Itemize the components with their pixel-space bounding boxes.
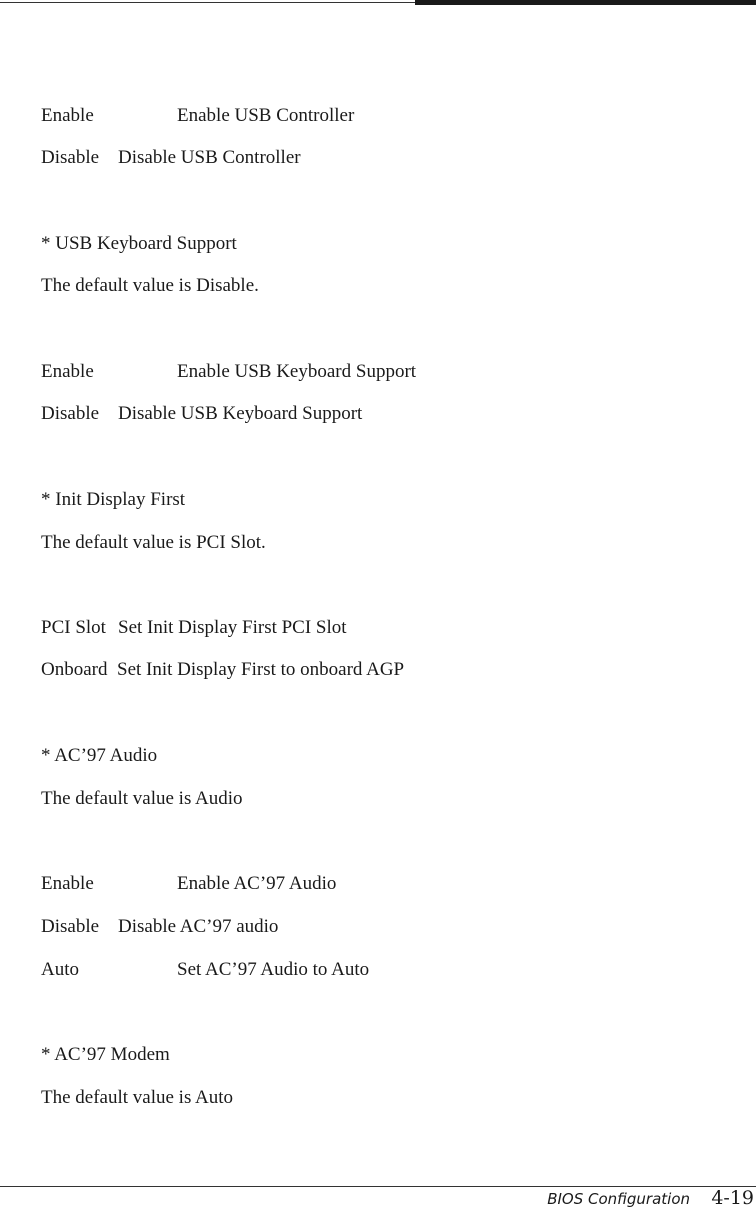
header-rule-thin	[0, 2, 415, 3]
section-title-ac97-modem: * AC’97 Modem	[41, 1044, 170, 1065]
option-description: Enable USB Controller	[177, 105, 355, 126]
option-name: Disable	[41, 147, 100, 168]
option-row-audio-auto	[41, 958, 370, 982]
option-name: Auto	[41, 959, 79, 980]
option-description: Set Init Display First PCI Slot	[118, 617, 347, 638]
option-name: Onboard	[41, 659, 108, 680]
option-row-display-pci	[41, 616, 347, 640]
option-row-audio-enable	[41, 872, 337, 896]
option-row-audio-disable	[41, 915, 279, 939]
option-row-usb-disable	[41, 146, 301, 170]
option-row-keyboard-enable	[41, 360, 417, 384]
option-description: Enable USB Keyboard Support	[177, 361, 417, 382]
option-row-display-onboard	[41, 658, 405, 682]
page-number: 4-19	[711, 1187, 754, 1209]
option-row-keyboard-disable	[41, 402, 363, 426]
option-description: Disable USB Keyboard Support	[118, 403, 363, 424]
option-description: Disable AC’97 audio	[118, 916, 279, 937]
option-description: Set AC’97 Audio to Auto	[177, 959, 370, 980]
option-description: Disable USB Controller	[118, 147, 301, 168]
footer-rule	[0, 1186, 756, 1187]
section-title-init-display: * Init Display First	[41, 489, 186, 510]
option-row-usb-enable	[41, 104, 355, 128]
default-value-text: The default value is Auto	[41, 1087, 234, 1108]
option-name: Disable	[41, 916, 100, 937]
default-value-text: The default value is Audio	[41, 788, 243, 809]
option-name: Enable	[41, 873, 94, 894]
header-rule-thick	[415, 0, 756, 5]
option-name: Disable	[41, 403, 100, 424]
option-name: PCI Slot	[41, 617, 106, 638]
option-description: Set Init Display First to onboard AGP	[117, 659, 405, 680]
option-description: Enable AC’97 Audio	[177, 873, 337, 894]
default-value-text: The default value is Disable.	[41, 275, 259, 296]
option-name: Enable	[41, 361, 94, 382]
default-value-text: The default value is PCI Slot.	[41, 532, 266, 553]
option-name: Enable	[41, 105, 94, 126]
section-title-usb-keyboard: * USB Keyboard Support	[41, 233, 237, 254]
footer-section-title: BIOS Configuration	[547, 1190, 690, 1208]
section-title-ac97-audio: * AC’97 Audio	[41, 745, 158, 766]
